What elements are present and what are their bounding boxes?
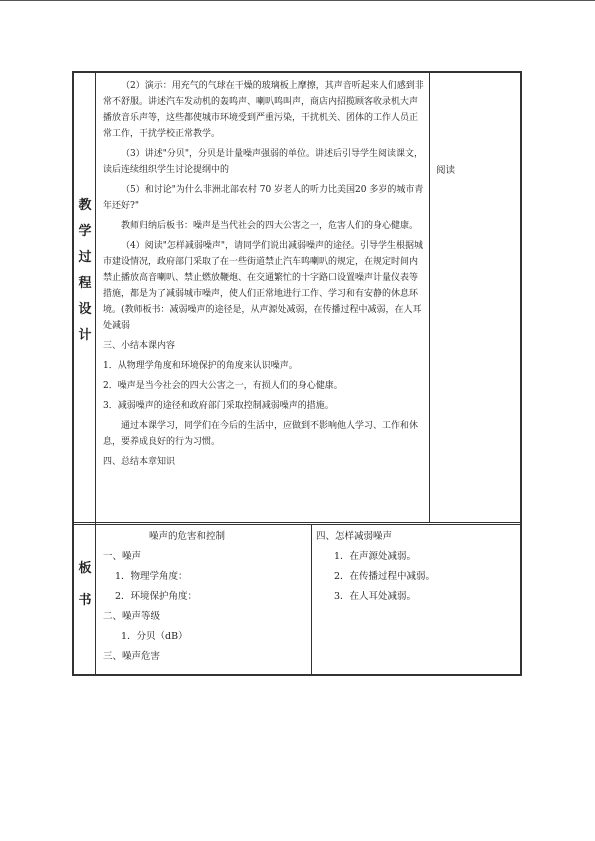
board-subtitle: 噪声的危害和控制 [149,531,226,542]
process-paragraph: 教师归纳后板书：噪声是当代社会的四大公害之一，危害人们的身心健康。 [121,221,419,231]
board-column-divider [311,525,312,674]
lesson-plan-table [72,71,522,676]
process-title-char: 学 [78,224,92,239]
board-line: 1．在声源处减弱。 [334,551,417,562]
process-title-char: 教 [78,198,92,213]
board-line: 3．在人耳处减弱。 [334,591,417,602]
process-title-char: 设 [78,302,92,317]
process-paragraph: （4）阅读"怎样减弱噪声"，请同学们说出减弱噪声的途径。引导学生根据城市建设情况，政府部门采取了在一些街道禁止汽车鸣喇叭的规定，在规定时间内禁止播放高音喇叭、禁止燃放鞭炮、在交通繁忙的十字路口设置噪声计量仪表等措施，都是为了减弱城市噪声，使人们正常地进行工作、学习和有安静的休息环境。(教师板书：减弱噪声的途径是，从声源处减弱，在传播过程中减弱，在人耳处减弱 [103,241,424,331]
final-heading: 四、总结本章知识 [103,457,176,467]
summary-item: 3．减弱噪声的途径和政府部门采取控制减弱噪声的措施。 [103,401,334,411]
closing-paragraph: 通过本课学习，同学们在今后的生活中，应做到不影响他人学习、工作和休息，要养成良好的行为习惯。 [103,421,419,447]
process-paragraph: （3）讲述"分贝"，分贝是计量噪声强弱的单位。讲述后引导学生阅读课文，读后连续组织学生讨论提纲中的 [103,149,424,175]
board-line: 2．在传播过程中减弱。 [334,571,436,582]
board-line: 2．环境保护角度： [115,591,198,602]
board-right-column [316,529,516,605]
board-line: 一、噪声 [103,551,142,562]
process-section-title [75,193,95,349]
board-line: 三、噪声危害 [103,651,161,662]
board-line: 1．分贝（dB） [121,631,188,642]
process-paragraph: （2）演示：用充气的气球在干燥的玻璃板上摩擦，其声音听起来人们感到非常不舒服。讲述汽车发动机的轰鸣声、喇叭鸣叫声，商店内招揽顾客收录机大声播放音乐声等，这些都使城市环境受到严重污染，干扰机关、团体的工作人员正常工作，干扰学校正常教学。 [103,81,424,139]
process-content [103,78,425,470]
summary-heading: 三、小结本课内容 [103,341,176,351]
summary-item: 1．从物理学角度和环境保护的角度来认识噪声。 [103,361,298,371]
board-line: 四、怎样减弱噪声 [316,531,393,542]
note-column-divider [429,73,430,523]
section-divider [74,522,520,525]
process-title-char: 程 [78,276,92,291]
summary-item: 2．噪声是当今社会的四大公害之一，有损人们的身心健康。 [103,381,343,391]
board-title-char: 书 [78,593,92,608]
side-note: 阅读 [436,165,456,176]
board-left-column [103,529,307,665]
board-line: 1．物理学角度： [115,571,188,582]
board-section-title [75,553,95,617]
board-line: 二、噪声等级 [103,611,161,622]
title-column-divider [95,73,96,674]
page-top-rule [0,0,595,1]
process-paragraph: （5）和讨论"为什么非洲北部农村 70 岁老人的听力比美国20 多岁的城市青年还好?" [103,185,424,211]
process-title-char: 过 [78,250,92,265]
board-title-char: 板 [78,561,92,576]
process-title-char: 计 [78,328,92,343]
